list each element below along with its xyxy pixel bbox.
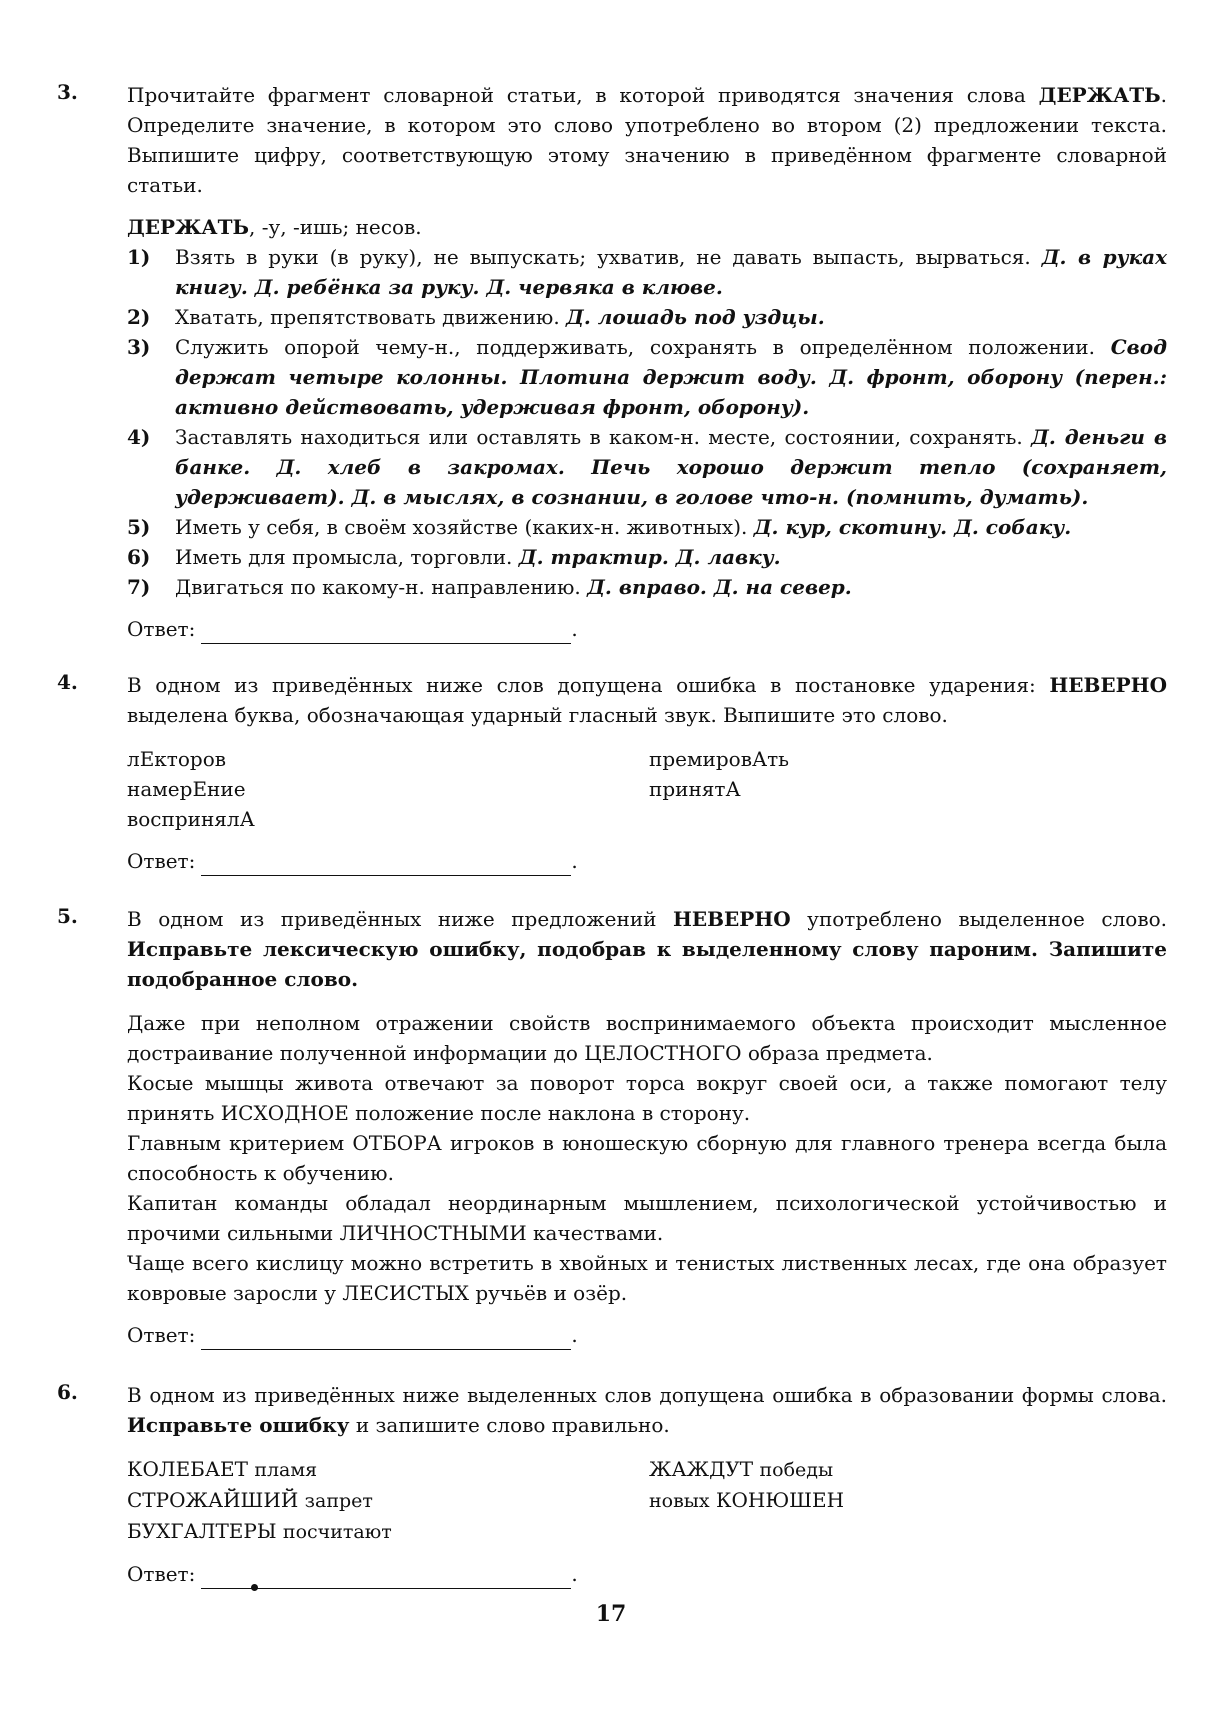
answer-field: Ответ: . bbox=[127, 1559, 1167, 1589]
word-columns bbox=[127, 1454, 1167, 1547]
definition-item bbox=[127, 332, 1167, 422]
answer-line[interactable] bbox=[201, 853, 571, 876]
answer-field: Ответ: . bbox=[127, 614, 1167, 644]
phrase-option: новых КОНЮШЕН bbox=[649, 1488, 845, 1512]
definition-item bbox=[127, 572, 1167, 602]
definition-number: 1) bbox=[127, 245, 151, 269]
definition-number: 5) bbox=[127, 515, 151, 539]
sentence: Чаще всего кислицу можно встретить в хвойных и тенистых лиственных лесах, где она образует ковровые заросли у ЛЕСИСТЫХ ручьёв и озёр. bbox=[127, 1251, 1167, 1305]
task-number: 6. bbox=[57, 1380, 78, 1404]
phrase-option: КОЛЕБАЕТ пламя bbox=[127, 1457, 318, 1481]
definition-number: 2) bbox=[127, 305, 151, 329]
definition-item bbox=[127, 422, 1167, 512]
definition-number: 3) bbox=[127, 335, 151, 359]
definition-item bbox=[127, 242, 1167, 302]
task-number: 5. bbox=[57, 904, 78, 928]
task-6 bbox=[57, 1380, 1167, 1589]
page-number: 17 bbox=[595, 1601, 627, 1627]
definition-text: Двигаться по какому-н. направлению. Д. вправо. Д. на север. bbox=[175, 575, 852, 599]
definition-list bbox=[127, 242, 1167, 602]
phrase-option: ЖАЖДУТ победы bbox=[649, 1457, 834, 1481]
definition-text: Заставлять находиться или оставлять в каком-н. месте, состоянии, сохранять. Д. деньги в банке. Д. хлеб в закромах. Печь хорошо держит тепло (сохраняет, удерживает). Д. в мыслях, в сознании, в голове что-н. (помнить, думать). bbox=[175, 425, 1167, 509]
definition-text: Взять в руки (в руку), не выпускать; ухватив, не давать выпасть, вырваться. Д. в руках книгу. Д. ребёнка за руку. Д. червяка в клюве. bbox=[175, 245, 1167, 299]
word-option: воспринялА bbox=[127, 807, 255, 831]
definition-text: Иметь для промысла, торговли. Д. трактир. Д. лавку. bbox=[175, 545, 781, 569]
task-3 bbox=[57, 80, 1167, 644]
task-prompt: Прочитайте фрагмент словарной статьи, в которой приводятся значения слова ДЕРЖАТЬ. Определите значение, в котором это слово употреблено во втором (2) предложении текста. Выпишите цифру, соответствующую этому значению в приведённом фрагменте словарной статьи. bbox=[127, 83, 1167, 197]
dictionary-entry: ДЕРЖАТЬ, -у, -ишь; несов. 1) Взять в руки (в руку), не выпускать; ухватив, не давать выпасть, вырваться. Д. в руках книгу. Д. ребёнка за руку. Д. червяка в клюве. 2) Хватать, препятствовать движению. Д. лошадь под уздцы. 3) Служить опорой чему-н., поддерживать, сохранять в определённом положении. Свод держат четыре колонны. Плотина держит воду. Д. фронт, оборону (перен.: активно действовать, удерживая фронт, оборону). 4) Заставлять находиться или оставлять в каком-н. месте, состоянии, сохранять. Д. деньги в банке. Д. хлеб в закромах. Печь хорошо держит тепло (сохраняет, удерживает). Д. в мыслях, в сознании, в голове что-н. (помнить, думать). 5) Иметь у себя, в своём хозяйстве (каких-н. животных). Д. кур, скотину. Д. собаку. 6) Иметь для промысла, торговли. Д. трактир. Д. лавку. 7) Двигаться по какому-н. направлению. Д. вправо. Д. на север. bbox=[127, 212, 1167, 602]
task-number: 3. bbox=[57, 80, 78, 104]
ink-dot bbox=[251, 1584, 258, 1591]
headword: ДЕРЖАТЬ bbox=[127, 215, 249, 239]
task-5 bbox=[57, 904, 1167, 1350]
word-option: принятА bbox=[649, 777, 741, 801]
sentence: Косые мышцы живота отвечают за поворот торса вокруг своей оси, а также помогают телу принять ИСХОДНОЕ положение после наклона в сторону. bbox=[127, 1071, 1167, 1125]
answer-field: Ответ: . bbox=[127, 1320, 1167, 1350]
definition-text: Иметь у себя, в своём хозяйстве (каких-н. животных). Д. кур, скотину. Д. собаку. bbox=[175, 515, 1072, 539]
task-prompt: В одном из приведённых ниже предложений НЕВЕРНО употреблено выделенное слово. Исправьте лексическую ошибку, подобрав к выделенному слову пароним. Запишите подобранное слово. bbox=[127, 907, 1167, 991]
word-columns bbox=[127, 744, 1167, 834]
definition-number: 6) bbox=[127, 545, 151, 569]
phrase-option: БУХГАЛТЕРЫ посчитают bbox=[127, 1519, 392, 1543]
word-option: премировАть bbox=[649, 747, 790, 771]
sentence-list bbox=[127, 1008, 1167, 1308]
definition-item bbox=[127, 542, 1167, 572]
definition-text: Служить опорой чему-н., поддерживать, сохранять в определённом положении. Свод держат четыре колонны. Плотина держит воду. Д. фронт, оборону (перен.: активно действовать, удерживая фронт, оборону). bbox=[175, 335, 1167, 419]
word-option: намерЕние bbox=[127, 777, 246, 801]
definition-item bbox=[127, 302, 1167, 332]
answer-field: Ответ: . bbox=[127, 846, 1167, 876]
sentence: Капитан команды обладал неординарным мышлением, психологической устойчивостью и прочими сильными ЛИЧНОСТНЫМИ качествами. bbox=[127, 1191, 1167, 1245]
task-number: 4. bbox=[57, 670, 78, 694]
task-prompt: В одном из приведённых ниже выделенных слов допущена ошибка в образовании формы слова. Исправьте ошибку и запишите слово правильно. bbox=[127, 1383, 1167, 1437]
definition-number: 4) bbox=[127, 425, 151, 449]
sentence: Даже при неполном отражении свойств воспринимаемого объекта происходит мысленное достраивание полученной информации до ЦЕЛОСТНОГО образа предмета. bbox=[127, 1011, 1167, 1065]
definition-item bbox=[127, 512, 1167, 542]
word-option: лЕкторов bbox=[127, 747, 227, 771]
sentence: Главным критерием ОТБОРА игроков в юношескую сборную для главного тренера всегда была способность к обучению. bbox=[127, 1131, 1167, 1185]
definition-number: 7) bbox=[127, 575, 151, 599]
task-prompt: В одном из приведённых ниже слов допущена ошибка в постановке ударения: НЕВЕРНО выделена буква, обозначающая ударный гласный звук. Выпишите это слово. bbox=[127, 673, 1167, 727]
phrase-option: СТРОЖАЙШИЙ запрет bbox=[127, 1488, 373, 1512]
definition-text: Хватать, препятствовать движению. Д. лошадь под уздцы. bbox=[175, 305, 825, 329]
answer-line[interactable] bbox=[201, 1327, 571, 1350]
answer-line[interactable] bbox=[201, 621, 571, 644]
task-4 bbox=[57, 670, 1167, 876]
